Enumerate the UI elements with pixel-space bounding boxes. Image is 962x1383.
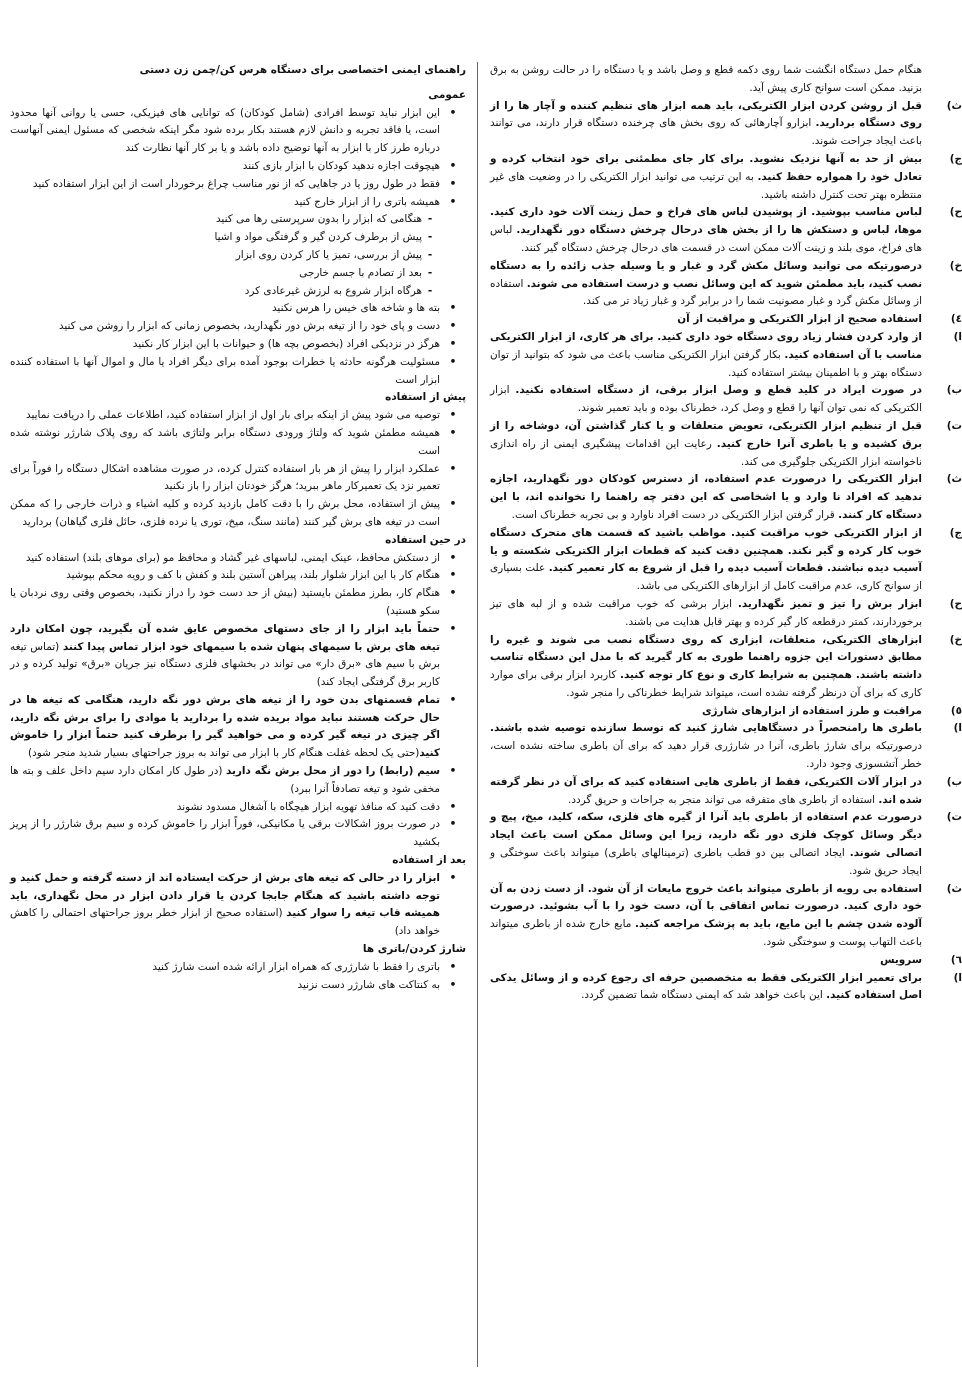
bullet-item [10, 621, 466, 692]
text-segment: این باعث خواهد شد که ایمنی دستگاه شما تضمین گردد. [581, 989, 827, 1002]
bold-text: در ابزار آلات الکتریکی، فقط از باطری هایی استفاده کنید که برای آن در نظر گرفته شده اند. [490, 775, 922, 806]
paragraph-item [490, 471, 962, 524]
item-text [490, 418, 942, 471]
bullet-item [10, 567, 466, 585]
text-segment: پیش از استفاده، محل برش را با دقت کامل بازدید کرده و کلیه اشیاء و ذرات خارجی را که ممکن است در تیغه های برش گیر کنند (مانند سنگ، میخ، توری یا نرده فلزی، حائل فلزی گیاهان) بردارید [10, 498, 440, 528]
item-text [10, 799, 440, 817]
item-text [10, 816, 440, 852]
bullet-item [10, 176, 466, 194]
item-text [490, 382, 942, 418]
dash-marker: - [427, 213, 433, 226]
section-heading: عمومی [428, 88, 466, 101]
bullet-item [10, 959, 466, 977]
item-text [10, 585, 440, 621]
item-marker: ب) [946, 384, 962, 397]
bullet-item [10, 194, 466, 212]
section-heading: بعد از استفاده [392, 854, 466, 867]
item-text [10, 105, 440, 158]
item-marker: ث) [946, 882, 962, 895]
item-text [490, 204, 942, 257]
item-text [10, 692, 440, 763]
item-text [490, 311, 942, 329]
item-text [10, 336, 440, 354]
item-text [10, 229, 422, 247]
bullet-marker: • [449, 498, 457, 511]
column-divider [477, 62, 478, 1367]
bold-text: قبل از تنظیم ابزار الکتریکی، تعویض متعلقات و یا کنار گذاشتن آن، دوشاخه را از برق کشیده و یا باطری آنرا خارج کنید. [490, 419, 922, 450]
bullet-marker: • [449, 569, 457, 582]
text-segment: کاربرد ابزار برقی برای موارد کاری که برای آن درنظر گرفته نشده است، میتواند شرایط خطرناکی را منجر شود. [490, 669, 922, 699]
text-segment: قرار گرفتن ابزار الکتریکی در دست افراد ناوارد و بی تجربه خطرناک است. [511, 508, 839, 521]
paragraph-item [490, 525, 962, 596]
item-text [10, 247, 422, 265]
paragraph-item [490, 329, 962, 382]
item-text [490, 881, 942, 952]
item-text [10, 870, 440, 941]
item-marker: ح) [949, 206, 962, 219]
text-segment: از دستکش محافظ، عینک ایمنی، لباسهای غیر گشاد و محافظ مو (برای موهای بلند) استفاده کنید [25, 551, 440, 564]
paragraph-item [489, 258, 962, 311]
text-segment: بته ها و شاخه های خیس را هرس نکنید [271, 302, 440, 315]
text-segment: استفاده از وسائل مکش گرد و غبار مصونیت شما را در برابر گرد و غبار زیاد تر می کند. [489, 277, 922, 308]
item-text [490, 952, 942, 970]
bullet-item [10, 816, 466, 852]
bold-text: حتماً باید ابزار را از جای دستهای مخصوص عایق شده آن بگیرید، چون امکان دارد تیغه های برش با سیمهای پنهان شده یا سیمهای خود ابزار تماس پیدا کنند [10, 622, 440, 653]
paragraph-item [490, 809, 962, 880]
sub-list-item [10, 283, 438, 301]
item-text [490, 809, 942, 880]
bold-text: مراقبت و طرز استفاده از ابزارهای شارژی [701, 704, 922, 717]
item-text [490, 151, 942, 204]
bullet-item [10, 336, 466, 354]
bullet-item [10, 763, 466, 799]
bold-text: ابزار برش را تیز و تمیز نگهدارید. [737, 597, 922, 610]
item-marker: ا) [953, 971, 962, 984]
text-segment: درصورتیکه برای شارژ باطری، آنرا در شارژری قرار دهید که برای آن باطری ساخته نشده است، خطر آتشسوزی وجود دارد. [490, 740, 922, 771]
item-text [10, 407, 440, 425]
paragraph-item [490, 98, 962, 151]
item-text [10, 265, 422, 283]
bullet-marker: • [449, 960, 457, 973]
text-segment: بکار گرفتن ابزار الکتریکی مناسب باعث می شود که بتوانید از توان دستگاه بهتر و با اطمینان بیشتر استفاده کنید. [490, 348, 922, 379]
item-text [490, 703, 942, 721]
bullet-marker: • [449, 426, 457, 439]
text-segment: مایع خارج شده از باطری میتواند باعث التهاب پوست و سوختگی شود. [490, 918, 922, 949]
bold-text: از وارد کردن فشار زیاد روی دستگاه خود داری کنید. برای هر کاری، از ابزار الکتریکی مناسب با آن استفاده کنید. [490, 330, 922, 361]
paragraph-item [490, 952, 962, 970]
text-segment: پیش از برطرف کردن گیر و گرفتگی مواد و اشیا [214, 231, 422, 244]
item-text [10, 158, 440, 176]
bullet-marker: • [449, 818, 457, 831]
sub-list-item [10, 247, 438, 265]
item-text [10, 176, 440, 194]
item-marker: ث) [946, 473, 962, 486]
bullet-marker: • [449, 195, 457, 208]
text-segment: رعایت این اقدامات پیشگیری ایمنی از راه اندازی ناخواسته ابزار الکتریکی جلوگیری می کند. [490, 437, 922, 468]
item-text [10, 959, 440, 977]
item-text [490, 970, 942, 1006]
item-text [490, 596, 942, 632]
bullet-item [10, 318, 466, 336]
bullet-marker: • [449, 159, 457, 172]
item-marker: ب) [946, 775, 962, 788]
text-segment: (حتی یک لحظه غفلت هنگام کار با ابزار می تواند به بروز جراحتهای بسیار شدید منجر شود) [28, 747, 420, 760]
paragraph-item [490, 703, 962, 721]
item-marker: ٥) [950, 704, 962, 717]
item-text [10, 461, 440, 497]
bold-text: درصورتیکه می توانید وسائل مکش گرد و غبار و یا وسیله جذب زائده را به دستگاه نصب کنید، باید مطمئن شوید که این وسائل نصب و درست استفاده می شوند. [490, 259, 922, 290]
text-segment: هنگامی که ابزار را بدون سرپرستی رها می کنید [215, 213, 422, 226]
item-text [10, 550, 440, 568]
item-marker: ٦) [950, 953, 962, 966]
text-segment: در صورت بروز اشکالات برقی یا مکانیکی، فوراً ابزار را خاموش کرده و سیم برق شارژر را از پریز بکشید [10, 818, 440, 849]
bullet-marker: • [449, 765, 457, 778]
paragraph-item [490, 311, 962, 329]
sub-list-item [10, 265, 438, 283]
bullet-marker: • [449, 462, 457, 475]
paragraph-item [490, 418, 962, 471]
bold-text: سرویس [880, 953, 922, 966]
bullet-marker: • [449, 800, 457, 813]
text-segment: ابزار برشی که خوب مراقبت شده و از لبه های تیز برخوردارند، کمتر درقطعه کار گیر کرده و بهتر قابل هدایت می باشند. [490, 597, 922, 628]
bold-text: باطری ها رامنحصراً در دستگاهایی شارژ کنید که توسط سازنده توصیه شده باشند. [490, 722, 922, 735]
text-segment: توصیه می شود پیش از اینکه برای بار اول از ابزار استفاده کنید، اطلاعات عملی را دریافت نمایید [25, 409, 440, 422]
bullet-marker: • [449, 693, 457, 706]
bullet-item [10, 870, 466, 941]
bold-text: استفاده بی رویه از باطری میتواند باعث خروج مایعات از آن شود. از دست زدن به آن خود داری کنید. درصورت تماس اتفاقی با آن، دست خود را با آب بشوئید. درصورت آلوده شدن چشم با این مایع، باید به پزشک مراجعه کنید. [490, 882, 922, 931]
bullet-item [10, 585, 466, 621]
text-segment: این ابزار نباید توسط افرادی (شامل کودکان) که توانایی های فیزیکی، حسی یا روانی آنها محدود است، یا فاقد تجربه و دانش لازم هستند بکار برده شود مگر اینکه شخصی که مسئول ایمنی آنهاست درباره طرز کار با ابزار به آنها توضیح داده باشد و یا بر کار آنها نظارت کند [10, 106, 440, 155]
item-text [10, 567, 440, 585]
item-text [10, 621, 440, 692]
bullet-item [10, 496, 466, 532]
item-text [490, 471, 942, 524]
bullet-marker: • [449, 622, 457, 635]
right-column [489, 62, 962, 1005]
text-segment: بعد از تصادم با جسم خارجی [299, 266, 422, 279]
item-marker: ث) [946, 99, 962, 112]
text-segment: (در طول کار امکان دارد سیم داخل علف و بته ها مخفی شود و تیغه تصادفاً آنرا ببرد) [10, 765, 440, 795]
bullet-marker: • [449, 177, 457, 190]
text-segment: فقط در طول روز یا در جاهایی که از نور مناسب چراغ برخوردار است از این ابزار استفاده کنید [32, 177, 440, 190]
item-text [490, 258, 942, 311]
text-segment: هرگز در نزدیکی افراد (بخصوص بچه ها) و حیوانات با این ابزار کار نکنید [132, 337, 440, 350]
sub-list-item [10, 211, 438, 229]
bullet-marker: • [449, 551, 457, 564]
bullet-item [10, 977, 466, 995]
bullet-marker: • [449, 978, 457, 991]
item-text [490, 774, 942, 810]
text-segment: ایجاد اتصالی بین دو قطب باطری (ترمینالهای باطری) میتواند باعث سوختگی و ایجاد حریق شود. [490, 847, 922, 877]
bullet-marker: • [449, 587, 457, 600]
text-segment: (استفاده صحیح از ابزار خطر بروز جراحتهای احتمالی را کاهش خواهد داد) [10, 907, 440, 938]
text-segment: دقت کنید که منافذ تهویه ابزار هیچگاه با آشغال مسدود نشوند [176, 800, 440, 813]
bullet-marker: • [449, 409, 457, 422]
paragraph-item [490, 596, 962, 632]
item-marker: ح) [949, 597, 962, 610]
bullet-marker: • [449, 320, 457, 333]
text-segment: هنگام حمل دستگاه انگشت شما روی دکمه قطع و وصل باشد و یا دستگاه را در حالت روشن به برق بزنید. ممکن است سوانح کاری پیش آید. [490, 64, 922, 94]
item-marker: ا) [953, 722, 962, 735]
section-heading: پیش از استفاده [385, 391, 466, 404]
text-segment: ابزارو آچارهائی که روی بخش های چرخنده دستگاه قرار دارند، می توانند باعث ایجاد جراحت شوند. [490, 117, 922, 148]
paragraph-item [490, 774, 962, 810]
item-text [490, 525, 942, 596]
bold-text: قبل از روشن کردن ابزار الکتریکی، باید همه ابزار های تنظیم کننده و آچار ها را از روی دستگاه بردارید. [490, 99, 922, 130]
text-segment: پیش از بررسی، تمیز یا کار کردن روی ابزار [235, 248, 422, 261]
text-segment: همیشه مطمئن شوید که ولتاژ ورودی دستگاه برابر ولتاژی باشد که روی پلاک شارژر نوشته شده است [10, 426, 440, 457]
bullet-marker: • [449, 355, 457, 368]
bold-text: سیم (رابط) را دور از محل برش نگه دارید [225, 765, 440, 778]
bold-text: برای تعمیر ابزار الکتریکی فقط به متخصصین حرفه ای رجوع کرده و از وسائل یدکی اصل استفاده کنید. [490, 971, 922, 1002]
text-segment: به کنتاکت های شارژر دست نزنید [297, 978, 440, 991]
paragraph-item [490, 720, 962, 773]
bullet-item [10, 158, 466, 176]
text-segment: عملکرد ابزار را پیش از هر بار استفاده کنترل کرده، در صورت مشاهده اشکال دستگاه را فوراً برای تعمیر نزد یک تعمیرکار ماهر ببرید؛ هرگز خودتان ابزار را باز نکنید [10, 462, 440, 493]
text-segment: هرگاه ابزار شروع به لرزش غیرعادی کرد [244, 284, 422, 297]
text-segment: ابزار الکتریکی که نمی توان آنها را قطع و وصل کرد، خطرناک بوده و باید تعمیر شوند. [490, 384, 922, 415]
item-text [10, 496, 440, 532]
bullet-item [10, 407, 466, 425]
paragraph-item [490, 881, 962, 952]
item-text [490, 329, 942, 382]
item-text [10, 977, 440, 995]
bold-text: ابزار را در حالی که تیغه های برش از حرکت ایستاده اند از دسته گرفته و حمل کنید و توجه داشته باشید که هنگام جابجا کردن یا قرار دادن ابزار در محل نگهداری، باید همیشه قاب تیغه را سوار کنید [10, 871, 440, 920]
text-segment: هیچوقت اجازه ندهید کودکان با ابزار بازی کنند [242, 159, 440, 172]
bullet-item [10, 300, 466, 318]
text-segment: دست و پای خود را از تیغه برش دور نگهدارید، بخصوص زمانی که ابزار را روشن می کنید [58, 320, 440, 333]
paragraph-item [490, 970, 962, 1006]
item-text [10, 354, 440, 390]
bullet-item [10, 354, 466, 390]
section-heading: در حین استفاده [385, 533, 466, 546]
text-segment: علت بسیاری از سوانح کاری، عدم مراقبت کامل از ابزارهای الکتریکی می باشد. [490, 562, 922, 593]
bold-text: درصورت عدم استفاده از باطری باید آنرا از گیره های فلزی، سکه، کلید، میخ، پیچ و دیگر وسائل کوچک فلزی دور نگه دارید، زیرا این وسائل ممکن است باعث ایجاد اتصالی شوند. [490, 811, 922, 860]
bullet-item [10, 550, 466, 568]
bullet-item [10, 425, 466, 461]
text-segment: هنگام کار با این ابزار شلوار بلند، پیراهن آستین بلند و کفش با کف و رویه محکم بپوشید [66, 569, 440, 582]
bold-text: ابزارهای الکتریکی، متعلقات، ابزاری که روی دستگاه نصب می شوند و غیره را مطابق دستورات این جزوه راهنما طوری به کار گیرید که با مدل این دستگاه تناسب داشته باشند. همچنین به شرایط کاری و نوع کار توجه کنید. [490, 633, 922, 682]
bullet-item [10, 105, 466, 158]
bold-text: تمام قسمتهای بدن خود را از تیغه های برش دور نگه دارید، هنگامی که تیغه ها در حال حرکت هستند نباید مواد بریده شده را بردارید یا موادی را برای برش نگه دارید، اگر چیزی در تیغه گیر کرده و می خواهید گیر را برطرف کنید حتماً ابزار را خاموش کنید [10, 693, 440, 760]
text-segment: (تماس تیغه برش با سیم های «برق دار» می تواند در بخشهای فلزی دستگاه نیز جریان «برق» تولید کرده و در کاربر برق گرفتگی ایجاد کند) [10, 640, 440, 689]
bold-text: لباس مناسب بپوشید. از پوشیدن لباس های فراخ و حمل زینت آلات خود داری کنید. موها، لباس و دستکش ها را از بخش های درحال چرخش دستگاه دور نگهدارید. [490, 206, 922, 237]
item-marker: ج) [949, 526, 962, 539]
bullet-item [10, 461, 466, 497]
bold-text: از ابزار الکتریکی خوب مراقبت کنید. مواظب باشید که قسمت های متحرک دستگاه خوب کار کرده و گیر نکند. همچنین دقت کنید که قطعات ابزار الکتریکی شکسته و یا آسیب دیده نباشند. قطعات آسیب دیده را قبل از شروع به کار تعمیر کنید. [490, 526, 922, 575]
bullet-marker: • [449, 302, 457, 315]
bullet-item [10, 692, 466, 763]
item-marker: ا) [953, 330, 962, 343]
paragraph-item [490, 62, 942, 98]
item-marker: خ) [949, 259, 962, 272]
item-marker: ت) [946, 419, 962, 432]
paragraph-item [490, 151, 962, 204]
bold-text: بیش از حد به آنها نزدیک نشوید. برای کار جای مطمئنی برای خود انتخاب کرده و تعادل خود را همواره حفظ کنید. [490, 152, 922, 183]
item-marker: ٤) [950, 313, 962, 326]
dash-marker: - [427, 266, 433, 279]
bullet-marker: • [449, 106, 457, 119]
item-text [490, 632, 942, 703]
bullet-item [10, 799, 466, 817]
item-text [490, 98, 942, 151]
text-segment: به این ترتیب می توانید ابزار الکتریکی را در وضعیت های غیر منتظره بهتر تحت کنترل داشته باشید. [490, 170, 922, 201]
text-segment: استفاده از باطری های متفرقه می تواند منجر به جراحات و حریق گردد. [568, 793, 879, 806]
paragraph-item [490, 382, 962, 418]
text-segment: لباس های فراخ، موی بلند و زینت آلات ممکن است در قسمت های درحال چرخش دستگاه گیر کنند. [490, 224, 922, 254]
paragraph-item [490, 204, 962, 257]
item-text [10, 300, 440, 318]
text-segment: باتری را فقط با شارژری که همراه ابزار ارائه شده است شارژ کنید [152, 960, 440, 973]
section-title: راهنمای ایمنی اختصاصی برای دستگاه هرس کن/چمن زن دستی [139, 64, 466, 76]
item-text [10, 211, 422, 229]
paragraph-item [490, 632, 962, 703]
bold-text: در صورت ایراد در کلید قطع و وصل ابزار برقی، از دستگاه استفاده نکنید. [515, 384, 922, 397]
item-marker: ج) [949, 152, 962, 165]
item-text [490, 62, 942, 98]
item-text [10, 194, 440, 212]
item-text [10, 425, 440, 461]
left-column [10, 62, 466, 994]
left-blocks [10, 87, 466, 995]
sub-list-item [10, 229, 438, 247]
item-text [10, 318, 440, 336]
item-text [490, 720, 942, 773]
item-text [10, 283, 422, 301]
dash-marker: - [427, 231, 433, 244]
bold-text: استفاده صحیح از ابزار الکتریکی و مراقبت از آن [677, 313, 922, 326]
dash-marker: - [427, 284, 433, 297]
bullet-marker: • [449, 337, 457, 350]
item-marker: خ) [949, 633, 962, 646]
text-segment: هنگام کار، بطرز مطمئن بایستید (بیش از حد دست خود را دراز نکنید، بخصوص وقتی روی نردبان یا سکو هستید) [10, 587, 440, 617]
bullet-marker: • [449, 871, 457, 884]
bold-text: ابزار الکتریکی را درصورت عدم استفاده، از دسترس کودکان دور نگهدارید، اجازه ندهید که افراد نا وارد و یا اشخاصی که این دفتر چه راهنما را نخوانده اند، با این دستگاه کار کنند. [490, 473, 922, 521]
item-text [10, 763, 440, 799]
dash-marker: - [427, 248, 433, 261]
section-heading: شارژ کردن/باتری ها [362, 943, 466, 956]
text-segment: همیشه باتری را از ابزار خارج کنید [294, 195, 440, 208]
text-segment: مسئولیت هرگونه حادثه یا خطرات بوجود آمده برای دیگر افراد یا مال و اموال آنها با استفاده کننده ابزار است [10, 355, 440, 386]
item-marker: ت) [946, 811, 962, 824]
